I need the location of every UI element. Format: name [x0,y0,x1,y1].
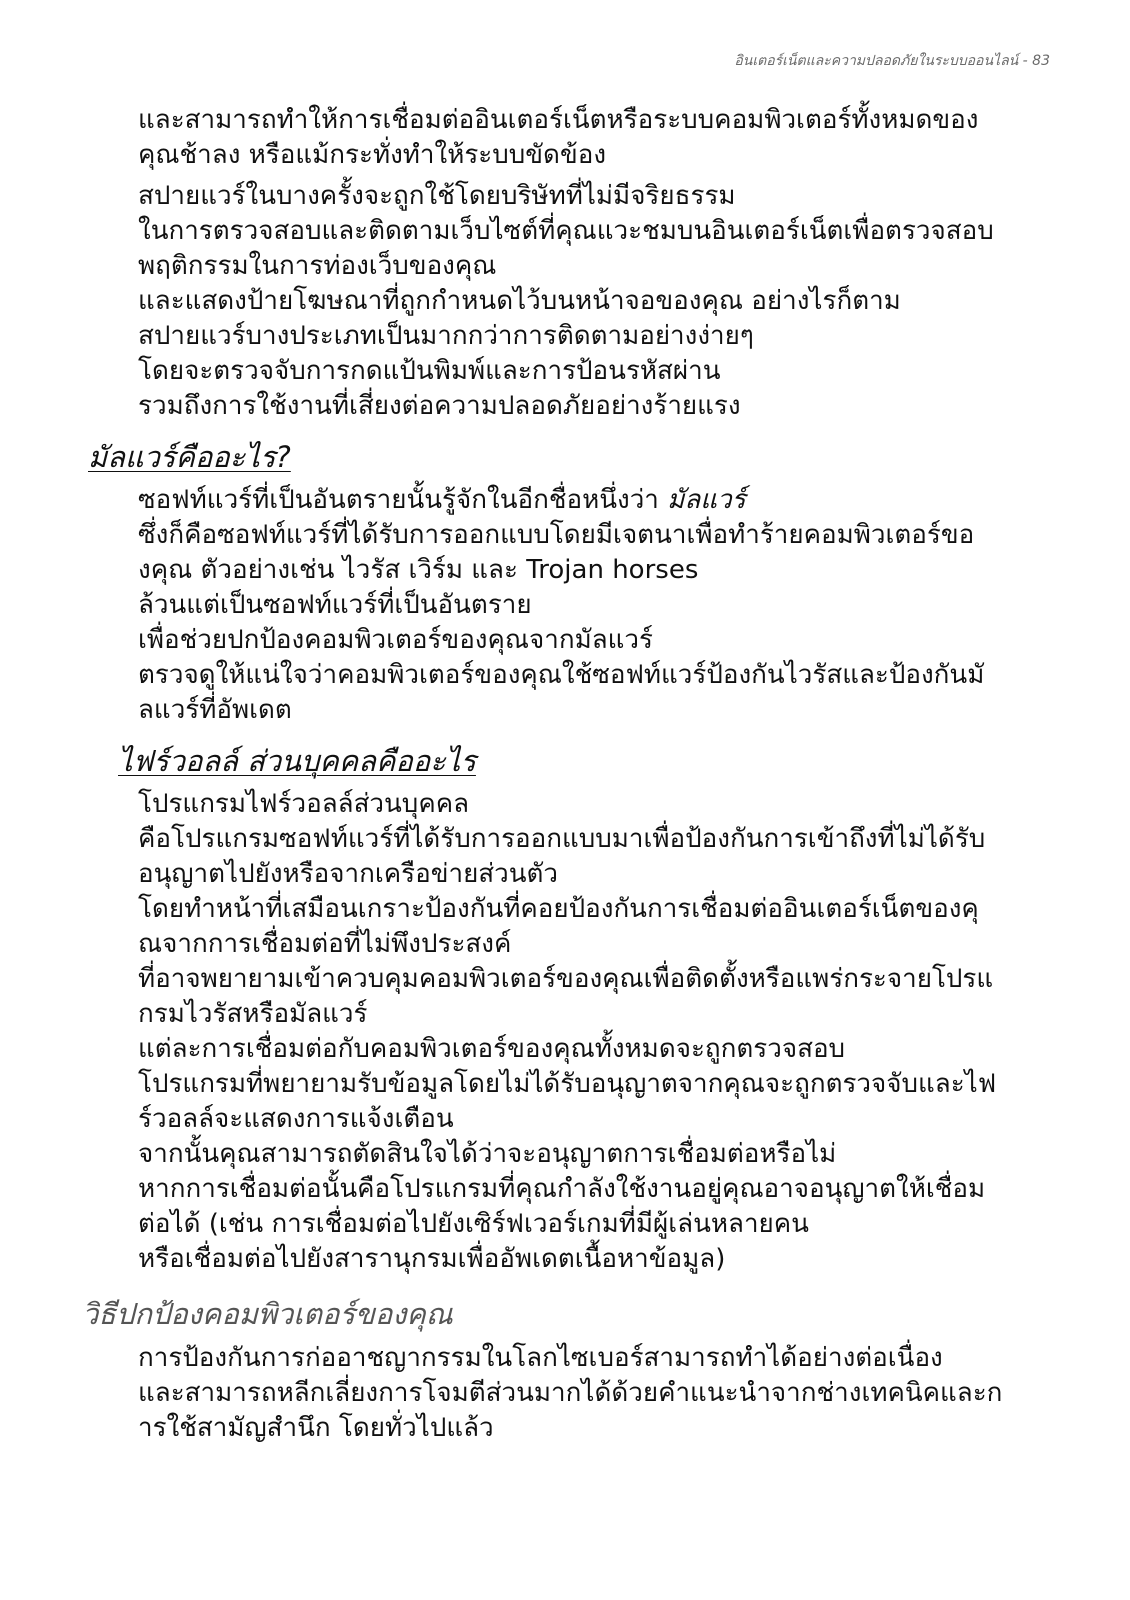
protect-line-1: การป้องกันการก่ออาชญากรรมในโลกไซเบอร์สามารถทำได้อย่างต่อเนื่อง [138,1343,943,1373]
malware-line-3: งคุณ ตัวอย่างเช่น ไวรัส เวิร์ม และ Trojan horses [138,555,699,585]
malware-line-5: เพื่อช่วยปกป้องคอมพิวเตอร์ของคุณจากมัลแวร์ [138,625,653,655]
running-header: อินเตอร์เน็ตและความปลอดภัยในระบบออนไลน์ - 83 [734,53,1050,69]
firewall-line-2: คือโปรแกรมซอฟท์แวร์ที่ได้รับการออกแบบมาเพื่อป้องกันการเข้าถึงที่ไม่ได้รับ [138,824,986,854]
firewall-line-7: กรมไวรัสหรือมัลแวร์ [138,999,368,1029]
firewall-line-13: ต่อได้ (เช่น การเชื่อมต่อไปยังเซิร์ฟเวอร์เกมที่มีผู้เล่นหลายคน [138,1209,809,1239]
malware-line-1 [138,482,746,518]
intro-line-6: และแสดงป้ายโฆษณาที่ถูกกำหนดไว้บนหน้าจอของคุณ อย่างไรก็ตาม [138,286,901,316]
firewall-line-12: หากการเชื่อมต่อนั้นคือโปรแกรมที่คุณกำลังใช้งานอยู่คุณอาจอนุญาตให้เชื่อม [138,1174,986,1204]
firewall-line-1: โปรแกรมไฟร์วอลล์ส่วนบุคคล [138,789,470,819]
firewall-line-11: จากนั้นคุณสามารถตัดสินใจได้ว่าจะอนุญาตการเชื่อมต่อหรือไม่ [138,1139,837,1169]
firewall-line-5: ณจากการเชื่อมต่อที่ไม่พึงประสงค์ [138,929,512,959]
firewall-line-9: โปรแกรมที่พยายามรับข้อมูลโดยไม่ได้รับอนุญาตจากคุณจะถูกตรวจจับและไฟ [138,1069,997,1099]
malware-line-1-text: ซอฟท์แวร์ที่เป็นอันตรายนั้นรู้จักในอีกชื่อหนึ่งว่า [138,485,668,515]
firewall-line-3: อนุญาตไปยังหรือจากเครือข่ายส่วนตัว [138,859,559,889]
malware-line-4: ล้วนแต่เป็นซอฟท์แวร์ที่เป็นอันตราย [138,590,532,620]
malware-line-6: ตรวจดูให้แน่ใจว่าคอมพิวเตอร์ของคุณใช้ซอฟท์แวร์ป้องกันไวรัสและป้องกันมั [138,660,985,690]
protect-heading: วิธีปกป้องคอมพิวเตอร์ของคุณ [82,1297,453,1331]
intro-line-4: ในการตรวจสอบและติดตามเว็บไซต์ที่คุณแวะชมบนอินเตอร์เน็ตเพื่อตรวจสอบ [138,216,994,246]
intro-line-8: โดยจะตรวจจับการกดแป้นพิมพ์และการป้อนรหัสผ่าน [138,356,721,386]
malware-heading: มัลแวร์คืออะไร? [88,440,291,474]
intro-line-7: สปายแวร์บางประเภทเป็นมากกว่าการติดตามอย่างง่ายๆ [138,321,754,351]
intro-line-5: พฤติกรรมในการท่องเว็บของคุณ [138,251,497,281]
malware-line-2: ซึ่งก็คือซอฟท์แวร์ที่ได้รับการออกแบบโดยมีเจตนาเพื่อทำร้ายคอมพิวเตอร์ขอ [138,520,975,550]
protect-line-2: และสามารถหลีกเลี่ยงการโจมตีส่วนมากได้ด้วยคำแนะนำจากช่างเทคนิคและก [138,1378,1003,1408]
intro-line-2: คุณช้าลง หรือแม้กระทั่งทำให้ระบบขัดข้อง [138,140,607,170]
intro-line-1: และสามารถทำให้การเชื่อมต่ออินเตอร์เน็ตหรือระบบคอมพิวเตอร์ทั้งหมดของ [138,105,979,135]
intro-line-3: สปายแวร์ในบางครั้งจะถูกใช้โดยบริษัทที่ไม่มีจริยธรรม [138,181,736,211]
malware-line-7: ลแวร์ที่อัพเดต [138,695,292,725]
firewall-line-4: โดยทำหน้าที่เสมือนเกราะป้องกันที่คอยป้องกันการเชื่อมต่ออินเตอร์เน็ตของคุ [138,894,979,924]
firewall-line-14: หรือเชื่อมต่อไปยังสารานุกรมเพื่ออัพเดตเนื้อหาข้อมูล) [138,1244,726,1274]
firewall-line-6: ที่อาจพยายามเข้าควบคุมคอมพิวเตอร์ของคุณเพื่อติดตั้งหรือแพร่กระจายโปรแ [138,964,994,994]
firewall-line-10: ร์วอลล์จะแสดงการแจ้งเตือน [138,1104,454,1134]
firewall-heading: ไฟร์วอลล์ ส่วนบุคคลคืออะไร [118,744,476,778]
malware-term: มัลแวร์ [667,485,746,515]
protect-line-3: ารใช้สามัญสำนึก โดยทั่วไปแล้ว [138,1413,494,1443]
firewall-line-8: แต่ละการเชื่อมต่อกับคอมพิวเตอร์ของคุณทั้งหมดจะถูกตรวจสอบ [138,1034,846,1064]
intro-line-9: รวมถึงการใช้งานที่เสี่ยงต่อความปลอดภัยอย่างร้ายแรง [138,391,741,421]
